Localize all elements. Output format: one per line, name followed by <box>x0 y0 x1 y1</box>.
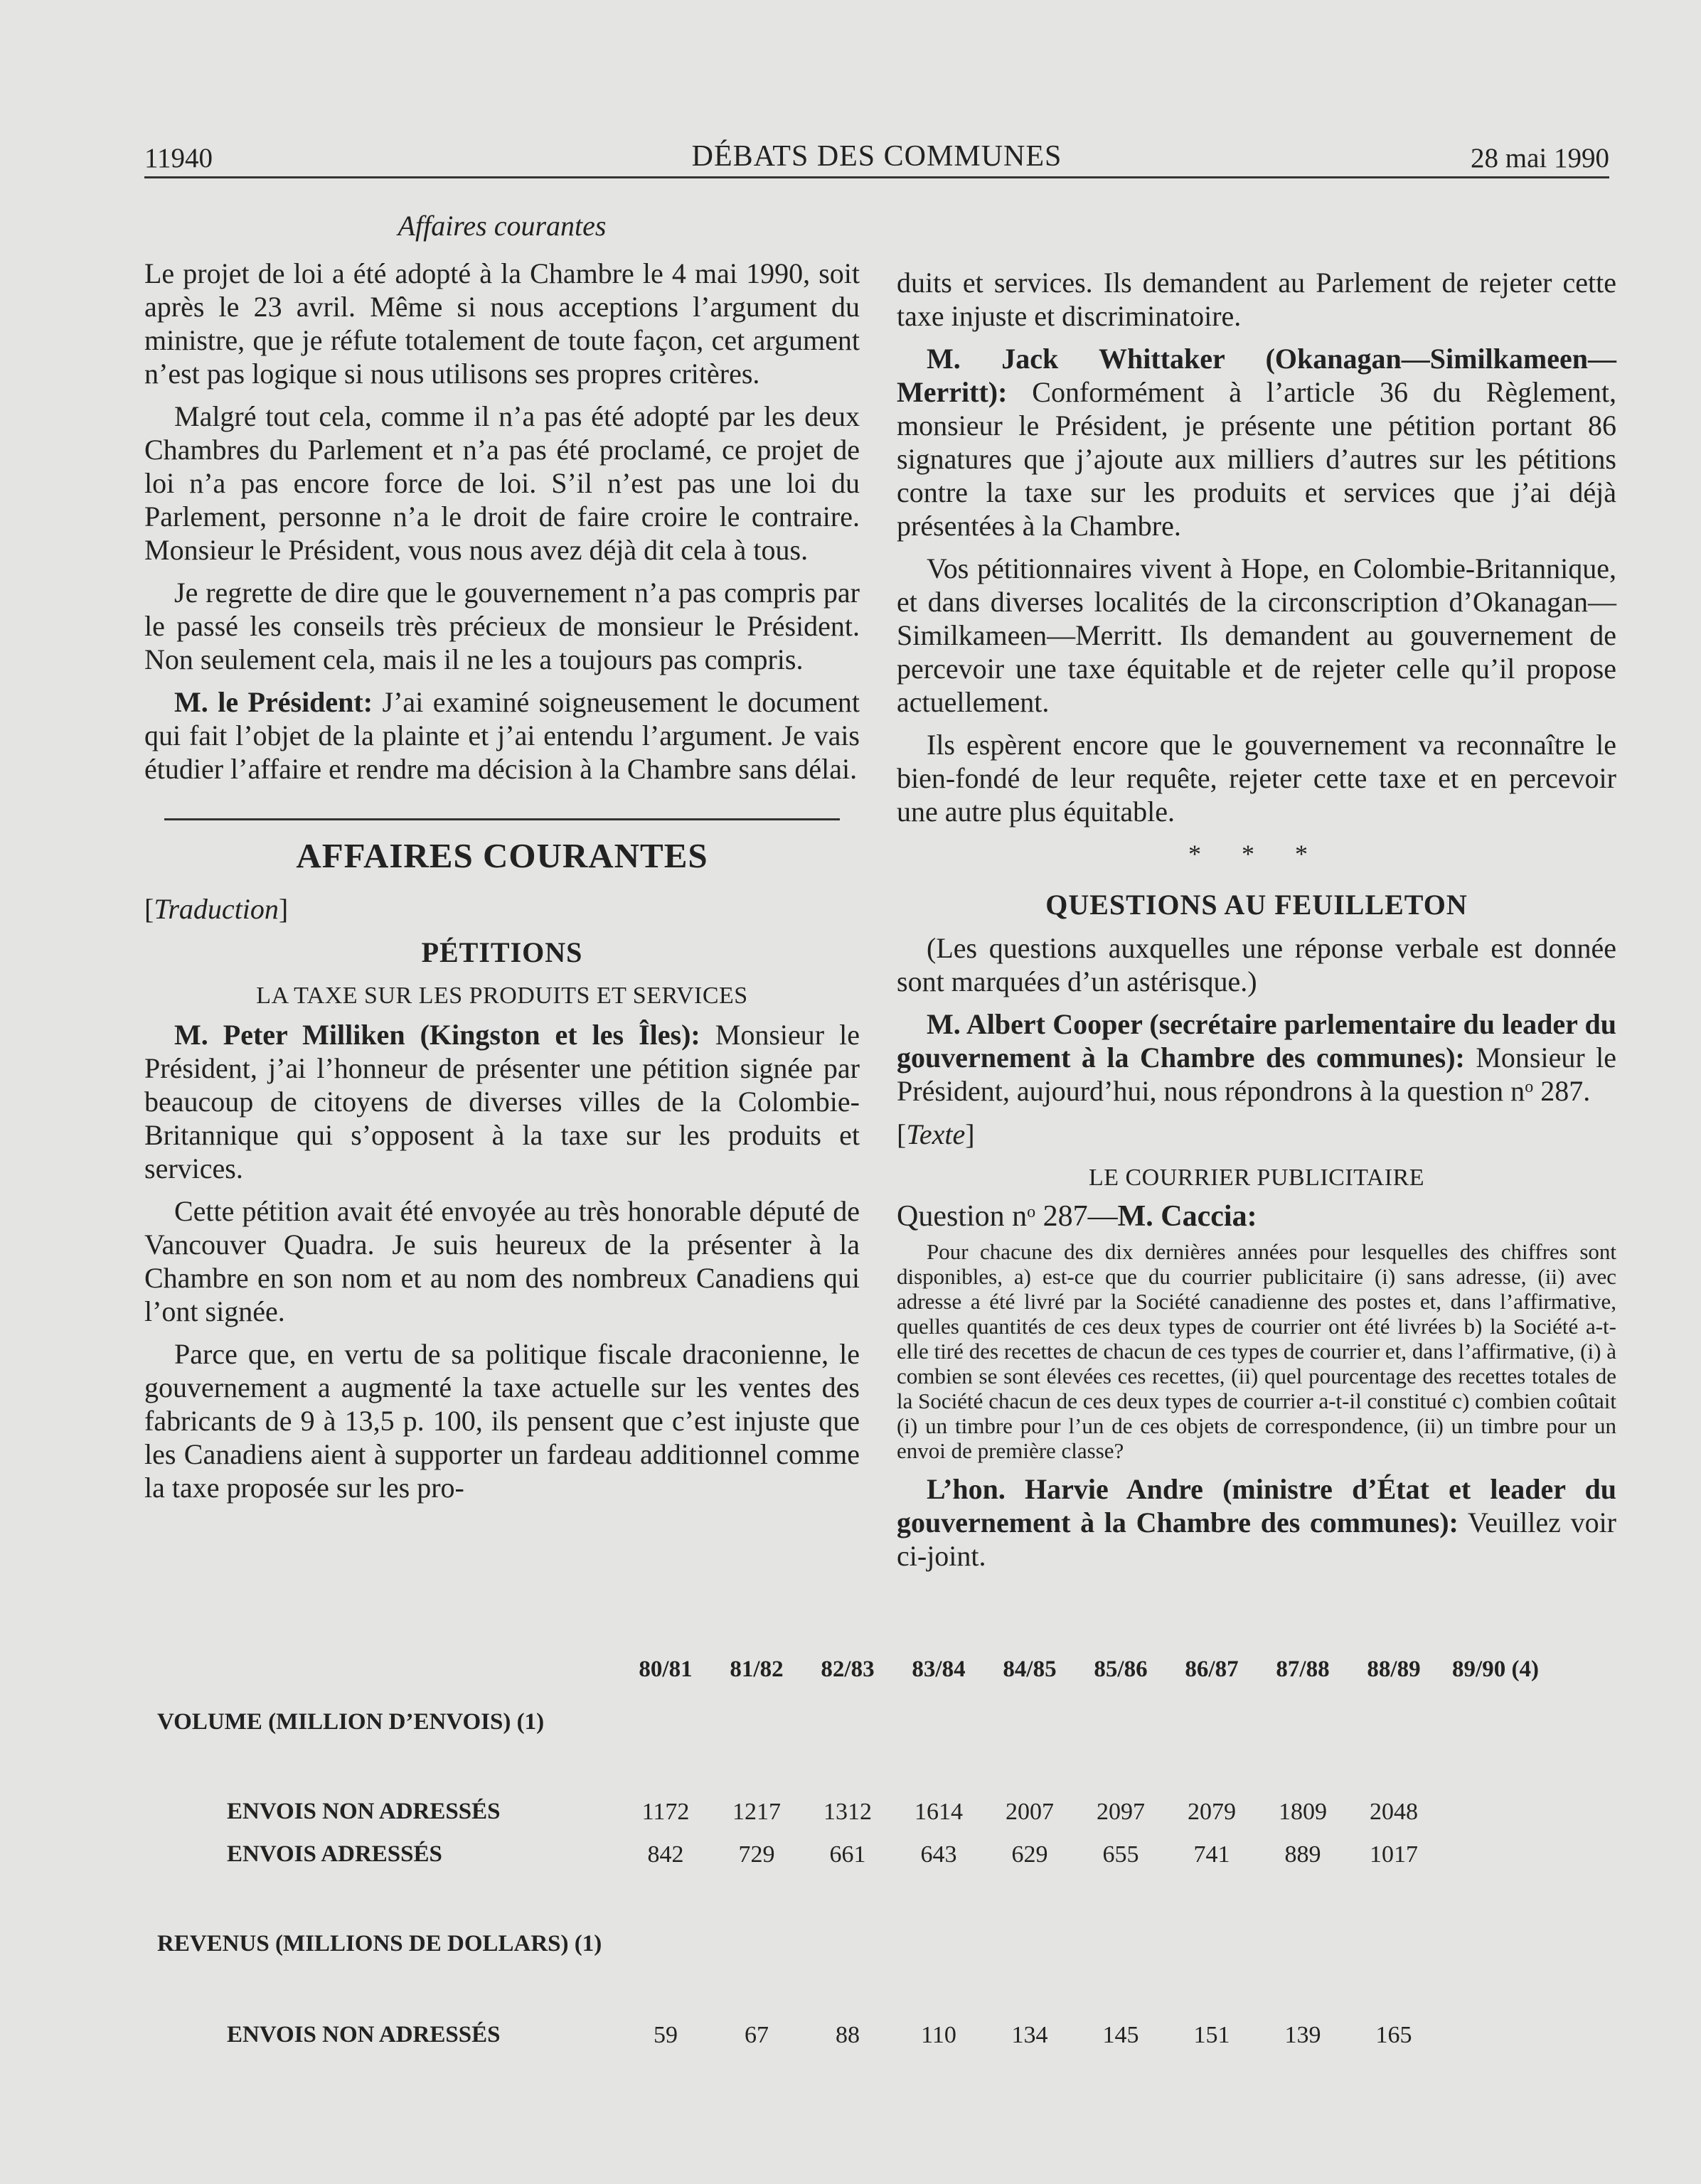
table-year-header-cell: 89/90 (4) <box>1452 1656 1539 1682</box>
publication-date: 28 mai 1990 <box>1471 143 1609 173</box>
table-cell: 110 <box>921 2022 956 2048</box>
table-year-header-cell: 86/87 <box>1185 1656 1239 1682</box>
question-body: Pour chacune des dix dernières années pour lesquelles des chiffres sont disponibles, a) est-ce que du courrier publicitaire (i) sans adresse, (ii) avec adresse a été livré par la Société canadienne des postes et, dans l’affirmative, quelles quantités de ces deux types de courrier ont été livrées b) la Société a-t-elle tiré des recettes de chacun de ces types de courrier et, dans l’affirmative, (i) à combien se sont élevées ces recettes, (ii) quel pourcentage des recettes totales de la Société chacun de ces deux types de courrier a-t-il constitué c) combien coûtait (i) un timbre pour l’un de ces objets de correspondence, (ii) un timbre pour un envoi de première classe? <box>897 1239 1616 1463</box>
paragraph: Vos pétitionnaires vivent à Hope, en Colombie-Britannique, et dans diverses localités de la circonscription d’Okanagan—Similkameen—Merritt. Ils demandent au gouvernement de percevoir une taxe équitable et de rejeter celle qu’il propose actuellement. <box>897 552 1616 718</box>
table-section-heading <box>144 1709 1609 1745</box>
table-cell: 655 <box>1102 1841 1139 1868</box>
table-cell: 741 <box>1193 1841 1230 1868</box>
running-head <box>144 134 1609 178</box>
speaker-name: M. Albert Cooper (secrétaire parlementaire du leader du gouvernement à la Chambre des communes): <box>897 1008 1616 1074</box>
table-year-header-cell: 87/88 <box>1276 1656 1330 1682</box>
table-cell: 67 <box>745 2022 769 2048</box>
paragraph <box>897 1007 1616 1108</box>
right-column <box>897 266 1616 1582</box>
table-cell: 1312 <box>823 1799 872 1825</box>
superscript: o <box>1525 1078 1534 1096</box>
question-heading <box>897 1200 1616 1233</box>
left-column <box>144 209 860 1514</box>
table-cell: 145 <box>1102 2022 1139 2048</box>
speech-text: Veuillez voir ci-joint. <box>897 1506 1617 1572</box>
speaker-name: M. Peter Milliken (Kingston et les Îles): <box>174 1019 700 1051</box>
publication-title: DÉBATS DES COMMUNES <box>691 140 1062 173</box>
revenue-heading: REVENUS (MILLIONS DE DOLLARS) (1) <box>157 1931 602 1956</box>
section-divider <box>164 818 840 820</box>
questions-title: QUESTIONS AU FEUILLETON <box>1045 889 1468 921</box>
table-cell: 2007 <box>1006 1799 1054 1825</box>
section-title: AFFAIRES COURANTES <box>296 836 708 875</box>
table-cell: 1809 <box>1279 1799 1327 1825</box>
table-row-label: ENVOIS NON ADRESSÉS <box>227 2022 501 2048</box>
table-cell: 1017 <box>1370 1841 1418 1868</box>
page-number: 11940 <box>144 143 213 173</box>
table-row <box>144 1841 1609 1877</box>
paragraph: Je regrette de dire que le gouvernement n’a pas compris par le passé les conseils très précieux de monsieur le Président. Non seulement cela, mais il ne les a toujours pas compris. <box>144 577 860 675</box>
petitions-title: PÉTITIONS <box>421 936 583 968</box>
superscript: o <box>1027 1203 1036 1221</box>
question-head-text: Question n <box>897 1200 1028 1233</box>
speech-text: Conformément à l’article 36 du Règlement, monsieur le Président, je présente une pétition portant 86 signatures que j’ajoute aux milliers d’autres sur les pétitions contre la taxe sur les produits et services que j’ai déjà présentées à la Chambre. <box>897 376 1616 542</box>
table-cell: 1172 <box>641 1799 690 1825</box>
table-row <box>144 1799 1609 1834</box>
table-year-header-cell: 88/89 <box>1367 1656 1421 1682</box>
table-cell: 629 <box>1011 1841 1048 1868</box>
petitions-subtitle: LA TAXE SUR LES PRODUITS ET SERVICES <box>256 983 748 1009</box>
table-year-header <box>144 1656 1609 1692</box>
courrier-title: LE COURRIER PUBLICITAIRE <box>1088 1165 1425 1191</box>
table-cell: 729 <box>738 1841 775 1868</box>
table-cell: 643 <box>920 1841 957 1868</box>
table-cell: 2079 <box>1188 1799 1236 1825</box>
table-cell: 88 <box>836 2022 860 2048</box>
table-cell: 1614 <box>915 1799 963 1825</box>
paragraph: Ils espèrent encore que le gouvernement va reconnaître le bien-fondé de leur requête, rejeter cette taxe et en percevoir une autre plus équitable. <box>897 729 1616 828</box>
paragraph <box>897 342 1616 542</box>
speaker-name: M. le Président: <box>174 686 373 718</box>
section-stars: * * * <box>1188 840 1325 868</box>
table-cell: 134 <box>1011 2022 1048 2048</box>
table-cell: 889 <box>1284 1841 1321 1868</box>
question-head-text: 287— <box>1035 1200 1118 1233</box>
text-label-text: Texte <box>906 1118 966 1150</box>
speech-text: 287. <box>1533 1075 1591 1107</box>
question-author: M. Caccia: <box>1117 1200 1257 1233</box>
section-kicker: Affaires courantes <box>398 210 607 242</box>
paragraph <box>897 1472 1616 1573</box>
translation-label-text: Traduction <box>154 893 279 925</box>
table-cell: 1217 <box>732 1799 781 1825</box>
paragraph <box>144 1018 860 1185</box>
table-cell: 661 <box>829 1841 866 1868</box>
table-year-header-cell: 83/84 <box>912 1656 966 1682</box>
table-cell: 151 <box>1193 2022 1230 2048</box>
table-year-header-cell: 85/86 <box>1094 1656 1148 1682</box>
paragraph: Le projet de loi a été adopté à la Chambre le 4 mai 1990, soit après le 23 avril. Même si nous acceptions l’argument du ministre, que je réfute totalement de toute façon, cet argument n’est pas logique si nous utilisons ses propres critères. <box>144 257 860 390</box>
speech-text: Monsieur le Président, j’ai l’honneur de présenter une pétition signée par beaucoup de citoyens de diverses villes de la Colombie-Britannique qui s’opposent à la taxe sur les produits et services. <box>144 1019 860 1184</box>
table-year-header-cell: 82/83 <box>821 1656 875 1682</box>
translation-label: [Traduction] <box>144 893 289 925</box>
volume-heading: VOLUME (MILLION D’ENVOIS) (1) <box>157 1709 545 1735</box>
table-year-header-cell: 80/81 <box>639 1656 693 1682</box>
table-section-heading <box>144 1931 1609 1966</box>
paragraph: Malgré tout cela, comme il n’a pas été adopté par les deux Chambres du Parlement et n’a pas été proclamé, ce projet de loi n’a pas encore force de loi. S’il n’est pas une loi du Parlement, personne n’a le droit de faire croire le contraire. Monsieur le Président, vous nous avez déjà dit cela à tous. <box>144 400 860 566</box>
table-row <box>144 2022 1609 2057</box>
paragraph <box>144 685 860 786</box>
table-cell: 2097 <box>1097 1799 1145 1825</box>
paragraph: Parce que, en vertu de sa politique fiscale draconienne, le gouvernement a augmenté la taxe actuelle sur les ventes des fabricants de 9 à 13,5 p. 100, ils pensent que c’est injuste que les Canadiens aient à supporter un fardeau additionnel comme la taxe proposée sur les pro- <box>144 1338 860 1504</box>
speaker-name: L’hon. Harvie Andre (ministre d’État et leader du gouvernement à la Chambre des communes): <box>897 1473 1616 1538</box>
text-label: [Texte] <box>897 1118 975 1150</box>
table-year-header-cell: 84/85 <box>1003 1656 1057 1682</box>
table-row-label: ENVOIS NON ADRESSÉS <box>227 1799 501 1824</box>
table-cell: 139 <box>1284 2022 1321 2048</box>
speech-text: J’ai examiné soigneusement le document qui fait l’objet de la plainte et j’ai entendu l’argument. Je vais étudier l’affaire et rendre ma décision à la Chambre sans délai. <box>144 686 860 785</box>
table-cell: 165 <box>1375 2022 1412 2048</box>
table-row-label: ENVOIS ADRESSÉS <box>227 1841 442 1867</box>
table-cell: 2048 <box>1370 1799 1418 1825</box>
speaker-name: M. Jack Whittaker (Okanagan—Similkameen—Merritt): <box>897 343 1616 408</box>
paragraph: duits et services. Ils demandent au Parlement de rejeter cette taxe injuste et discriminatoire. <box>897 267 1616 332</box>
table-cell: 842 <box>647 1841 684 1868</box>
paragraph: Cette pétition avait été envoyée au très honorable député de Vancouver Quadra. Je suis heureux de la présenter à la Chambre en son nom et au nom des nombreux Canadiens qui l’ont signée. <box>144 1195 860 1327</box>
table-year-header-cell: 81/82 <box>730 1656 784 1682</box>
table-cell: 59 <box>654 2022 678 2048</box>
speech-text: Monsieur le Président, aujourd’hui, nous répondrons à la question n <box>897 1042 1617 1107</box>
paragraph: (Les questions auxquelles une réponse verbale est donnée sont marquées d’un astérisque.) <box>897 932 1616 997</box>
